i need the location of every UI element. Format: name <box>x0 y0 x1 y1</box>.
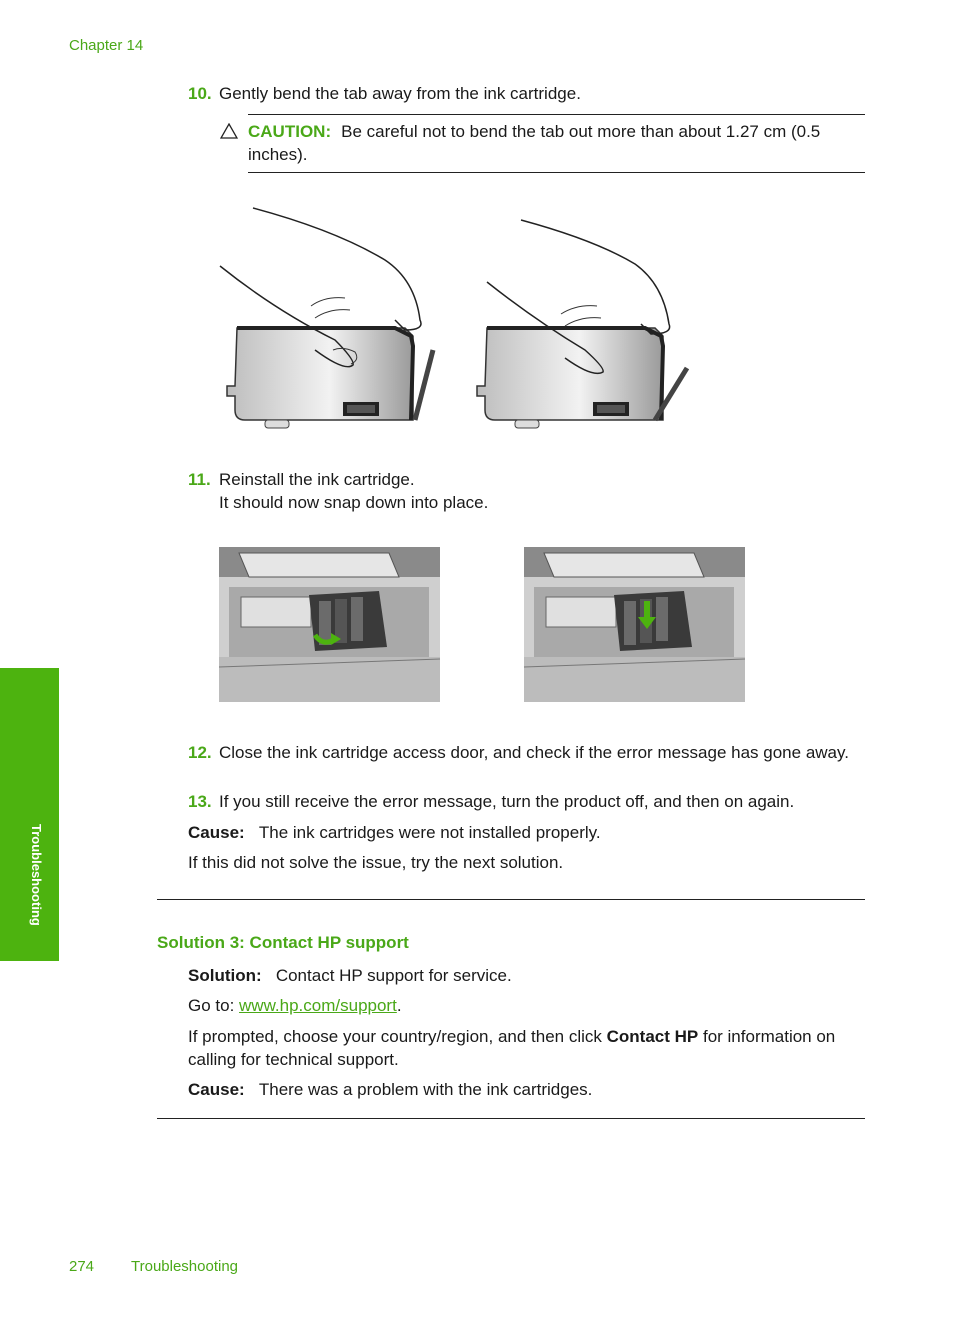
cause-text: There was a problem with the ink cartridges. <box>258 1080 593 1099</box>
step-number: 10. <box>188 84 212 103</box>
goto-suffix: . <box>396 996 402 1015</box>
solution-label: Solution: <box>188 966 262 985</box>
cause-paragraph <box>188 821 868 844</box>
step-11 <box>188 468 859 514</box>
caution-bottom-rule <box>248 172 865 173</box>
solution-heading: Solution 3: Contact HP support <box>157 933 409 952</box>
chapter-header: Chapter 14 <box>69 37 144 54</box>
reinstall-photo-right <box>524 547 745 702</box>
contact-hp-label: Contact HP <box>606 1027 699 1046</box>
prompt-pre: If prompted, choose your country/region, and then click <box>188 1027 607 1046</box>
caution-triangle-icon <box>220 122 238 145</box>
section-end-rule <box>157 1118 865 1119</box>
cartridge-left <box>220 208 433 428</box>
side-tab-label: Troubleshooting <box>29 824 44 926</box>
cause-label: Cause: <box>188 823 245 842</box>
goto-paragraph <box>188 994 868 1017</box>
step-text: If you still receive the error message, turn the product off, and then on again. <box>219 792 795 811</box>
section-divider <box>157 899 865 900</box>
goto-prefix: Go to: <box>188 996 240 1015</box>
step-number: 12. <box>188 743 212 762</box>
bend-tab-illustration <box>215 200 695 432</box>
solution-text: Contact HP support for service. <box>275 966 512 985</box>
cause-label: Cause: <box>188 1080 245 1099</box>
step-text: Close the ink cartridge access door, and check if the error message has gone away. <box>219 743 849 762</box>
step-text: Reinstall the ink cartridge. <box>219 470 415 489</box>
step-text: Gently bend the tab away from the ink cartridge. <box>219 84 581 103</box>
prompt-paragraph <box>188 1025 868 1071</box>
reinstall-cartridge-photos <box>219 547 746 703</box>
step-12 <box>188 741 859 764</box>
cause2-paragraph <box>188 1078 868 1101</box>
prompt-post: for information on calling for technical support. <box>188 1027 836 1069</box>
step-10 <box>188 82 859 105</box>
footer-section: Troubleshooting <box>131 1258 239 1275</box>
solution-paragraph <box>188 964 868 987</box>
cause-text: The ink cartridges were not installed properly. <box>258 823 601 842</box>
step-13 <box>188 790 859 813</box>
support-link[interactable]: www.hp.com/support <box>239 996 397 1015</box>
caution-top-rule <box>248 114 865 115</box>
reinstall-photo-left <box>219 547 440 702</box>
next-solution-text: If this did not solve the issue, try the next solution. <box>188 853 564 872</box>
caution-label: CAUTION: <box>248 122 332 141</box>
cartridge-right <box>477 220 687 428</box>
caution-text: Be careful not to bend the tab out more than about 1.27 cm (0.5 inches). <box>248 122 821 164</box>
page-number: 274 <box>69 1258 95 1275</box>
side-tab-troubleshooting <box>0 668 59 961</box>
step-subtext: It should now snap down into place. <box>219 493 489 512</box>
step-number: 13. <box>188 792 212 811</box>
step-number: 11. <box>188 470 211 489</box>
